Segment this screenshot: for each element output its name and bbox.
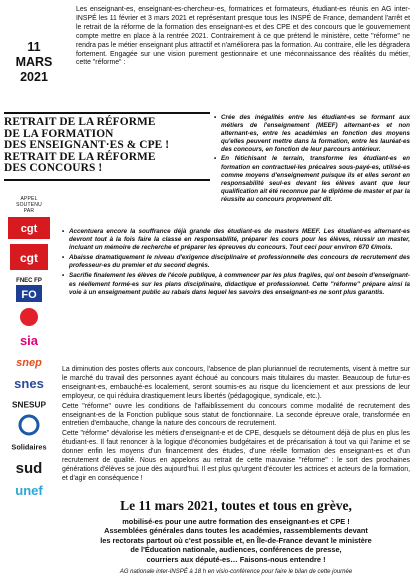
bullet-list-main [62, 228, 410, 299]
bullet-item: • Accentuera encore la souffrance déjà grande des étudiant-es de masters MEEF. Les étudiant-es alternant-es devront tout à la fois faire la classe en responsabilité, préparer les cours pour les élèves, réussir un master, incluant un mémoire de recherche et préparer les épreuves du concours. Tout ceci pour environ 670 €/mois. [62, 228, 410, 252]
title-line: DE LA FORMATION [4, 127, 114, 140]
supporters-sidebar [2, 196, 56, 500]
date-year: 2021 [20, 70, 48, 84]
snes-logo [6, 372, 52, 394]
bullet-item: • En fétichisant le terrain, transforme les étudiant-es en formation en contractuel-les précaires sous-payé-es, utilisé-es comme moyens d'enseignement puisque ils et elles seront en responsabilité seul-es devant les élèves avant que leur qualification ait été reconnue par le diplôme de master et par la réussite au concours proprement dit. [214, 155, 410, 204]
body-paragraph: La diminution des postes offerts aux concours, l'absence de plan pluriannuel de recrutements, visent à mettre sur le marché du travail des personnes ayant échoué au concours mais titulaires du master. Beaucoup de futur-es enseignant-es, embauché-es localement, seront soumis-es au risque du licenciement et aux pressions de leur employeur, ce qui réduira drastiquement leurs libertés (pédagogique, syndicale, etc.). [62, 366, 410, 400]
footer-note: AG nationale inter-INSPÉ à 18 h en visio-conférence pour faire le bilan de cette journée [119, 569, 353, 575]
solidaires-logo [6, 438, 52, 454]
svg-text:sia: sia [19, 333, 39, 348]
closing-line: les rectorats partout où c'est possible et, en Île-de-France devant le ministère [100, 535, 372, 545]
title-line: RETRAIT DE LA RÉFORME [4, 150, 156, 163]
snptes-mark [20, 308, 38, 326]
closing-headline: Le 11 mars 2021, toutes et tous en grève, [120, 498, 352, 513]
closing-line: courriers aux député-es… Faisons-nous entendre ! [146, 554, 326, 564]
snep-logo [6, 352, 52, 370]
closing-call [62, 498, 410, 564]
bullet-item: • Sacrifie finalement les élèves de l'école publique, à commencer par les plus fragiles, qui ont besoin d'enseignant-es réellement formé-es sur les plans disciplinaire, didactique et professionnel. Cette "réforme" prépare ainsi la voie à un enseignement public au rabais dans lequel les savoirs des enseignant-es ne sont plus garantis. [62, 272, 410, 296]
fnec-fp-fo-logo [6, 274, 52, 304]
svg-text:FO: FO [21, 289, 37, 301]
fsu-logo [6, 414, 52, 436]
sia-logo [6, 330, 52, 350]
bullet-item: • Crée des inégalités entre les étudiant-es se formant aux métiers de l'enseignement (MEEF) alternant-es et non alternant-es, entre les académies en fonction des moyens qu'elles peuvent mettre dans la formation, entre les lauréat-es des concours, en fonction de leur parcours antérieur. [214, 114, 410, 154]
bullet-list-right [214, 114, 410, 205]
closing-line: mobilisé-es pour une autre formation des enseignant-es et CPE ! [122, 517, 350, 526]
bullet-item: • Abaisse dramatiquement le niveau d'exigence disciplinaire et professionnelle des concours de recrutement des professeur-es du premier et du second degrés. [62, 254, 410, 270]
svg-text:SNESUP: SNESUP [12, 400, 46, 410]
svg-text:cgt: cgt [20, 223, 38, 235]
title-line: DES ENSEIGNANT·ES & CPE ! [4, 139, 170, 152]
main-title [4, 112, 210, 181]
closing-line: Assemblées générales dans toutes les académies, rassemblements devant [104, 526, 368, 536]
sud-education-logo [6, 456, 52, 478]
snesup-fsu-logo [6, 396, 52, 412]
body-paragraph: Cette "réforme" ouvre les conditions de l'affaiblissement du concours comme modalité de recrutement des enseignant-es de la Fonction publique sous statut de fonctionnaire. La seconde épreuve orale, transformée en entretien d'embauche, change la nature des concours de recrutement. [62, 402, 410, 428]
svg-text:snes: snes [14, 376, 44, 391]
title-line: DES CONCOURS ! [4, 162, 103, 175]
intro-paragraph: Les enseignant-es, enseignant-es-chercheur-es, formatrices et formateurs, étudiant-es réunis en AG inter-INSPÉ les 11 février et 3 mars 2021 et représentant presque tous les INSPÉ de France, demandent l'arrêt et le retrait de la réforme de la formation des enseignant-es et des CPE et des concours que le gouvernement compte mettre en place à la rentrée 2021. Contrairement à ce que prétend le ministère, cette "réforme" ne rendra pas le métier enseignant plus attractif et n'améliorera pas la formation. Au contraire, elle les dégradera fortement. Engagée sur une vision purement gestionnaire et une méconnaissance des réalités du métier, cette "réforme" : [76, 6, 410, 67]
date-day-month: 11 MARS [15, 40, 53, 69]
svg-text:sud: sud [15, 460, 43, 477]
cgt-logo [6, 242, 52, 272]
snptes-logo [6, 306, 52, 328]
unef-logo [6, 480, 52, 500]
svg-text:FNEC FP: FNEC FP [16, 278, 42, 284]
date-block [8, 40, 60, 85]
svg-text:snep: snep [16, 357, 42, 369]
fsu-mark [20, 416, 38, 434]
body-paragraphs [62, 366, 410, 485]
svg-text:Solidaires: Solidaires [11, 442, 47, 452]
appel-label: APPEL SOUTENU PAR [16, 196, 42, 214]
title-line: RETRAIT DE LA RÉFORME [4, 116, 156, 128]
svg-text:cgt: cgt [20, 251, 38, 265]
cgt-ferc-logo [6, 216, 52, 240]
body-paragraph: Cette "réforme" dévalorise les métiers d'enseignant-e et de CPE, desquels se détournent déjà de plus en plus les étudiant-es. Il faut renoncer à la logique d'économies budgétaires et de précarisation à tout va qui l'anime et se donner enfin les moyens d'un financement des études, d'une réelle formation des enseignant-es et d'un recrutement de qualité. Nous en appelons au retrait de cette mauvaise "réforme" : le sort des prochaines générations d'élèves se joue dès aujourd'hui. Il est plus qu'urgent d'écouter les actrices et acteurs de la formation, et d'agir en conséquence ! [62, 430, 410, 482]
closing-line: de l'Éducation nationale, audiences, conférences de presse, [130, 545, 342, 555]
svg-text:unef: unef [15, 483, 43, 498]
